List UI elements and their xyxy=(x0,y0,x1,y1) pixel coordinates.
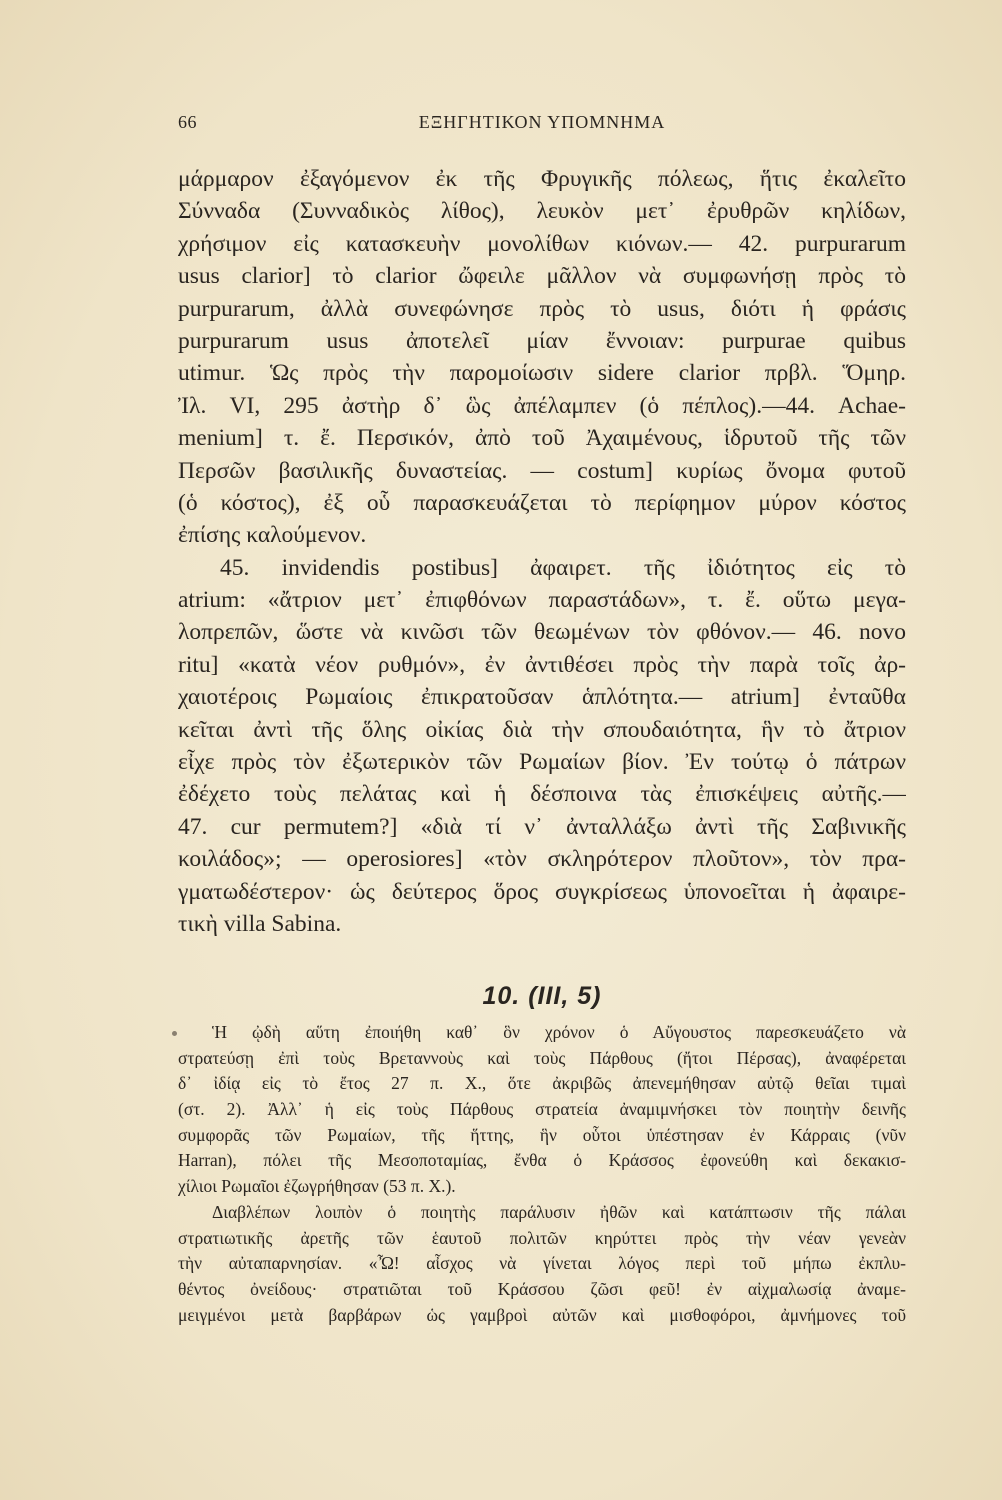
text-line: χρήσιμον εἰς κατασκευὴν μονολίθων κιόνων.— 42. purpurarum xyxy=(178,230,906,257)
text-line: εἶχε πρὸς τὸν ἐξωτερικὸν τῶν Ρωμαίων βίον. Ἐν τούτῳ ὁ πάτρων xyxy=(178,749,906,776)
text-line: στρατεύσῃ ἐπὶ τοὺς Βρεταννοὺς καὶ τοὺς Πάρθους (ἤτοι Πέρσας), ἀναφέρεται xyxy=(178,1047,906,1068)
text-line: purpurarum usus ἀποτελεῖ μίαν ἔννοιαν: purpurae quibus xyxy=(178,327,906,354)
running-title: ΕΞΗΓΗΤΙΚΟΝ ΥΠΟΜΝΗΜΑ xyxy=(418,112,666,132)
text-line: χαιοτέροις Ρωμαίοις ἐπικρατοῦσαν ἁπλότητα.— atrium] ἐνταῦθα xyxy=(178,684,906,711)
text-line: συμφορᾶς τῶν Ρωμαίων, τῆς ἥττης, ἣν οὗτοι ὑπέστησαν ἐν Κάρραις (νῦν xyxy=(178,1124,906,1145)
text-line: ritu] «κατὰ νέον ρυθμόν», ἐν ἀντιθέσει πρὸς τὴν παρὰ τοῖς ἀρ- xyxy=(178,651,906,678)
ink-speck xyxy=(172,1031,177,1036)
page-header xyxy=(178,112,906,142)
text-line: κοιλάδος»; — operosiores] «τὸν σκληρότερον πλοῦτον», τὸν πρα- xyxy=(178,846,906,873)
text-line: στρατιωτικῆς ἀρετῆς τῶν ἑαυτοῦ πολιτῶν κηρύττει πρὸς τὴν νέαν γενεὰν xyxy=(178,1227,906,1248)
text-line: 45. invidendis postibus] ἀφαιρετ. τῆς ἰδιότητος εἰς τὸ xyxy=(220,554,906,581)
commentary-text xyxy=(178,163,906,940)
page-number: 66 xyxy=(178,112,197,132)
text-line: κεῖται ἀντὶ τῆς ὅλης οἰκίας διὰ τὴν σπουδαιότητα, ἣν τὸ ἄτριον xyxy=(178,716,906,743)
text-line: Ἰλ. VI, 295 ἀστὴρ δ᾽ ὣς ἀπέλαμπεν (ὁ πέπλος).—44. Achae- xyxy=(178,392,906,419)
section-heading: 10. (III, 5) xyxy=(482,982,602,1010)
text-line: τικὴ villa Sabina. xyxy=(178,910,342,937)
text-line: μειγμένοι μετὰ βαρβάρων ὡς γαμβροὶ αὐτῶν καὶ μισθοφόροι, ἀμνήμονες τοῦ xyxy=(178,1304,906,1325)
text-line: θέντος ὀνείδους· στρατιῶται τοῦ Κράσσου ζῶσι φεῦ! ἐν αἰχμαλωσίᾳ ἀναμε- xyxy=(178,1278,906,1299)
text-line: Σύνναδα (Συνναδικὸς λίθος), λευκὸν μετ᾽ ἐρυθρῶν κηλίδων, xyxy=(178,198,906,225)
text-line: usus clarior] τὸ clarior ὤφειλε μᾶλλον νὰ συμφωνήσῃ πρὸς τὸ xyxy=(178,263,906,290)
text-line: χίλιοι Ρωμαῖοι ἐζωγρήθησαν (53 π. Χ.). xyxy=(178,1176,456,1197)
text-line: δ᾽ ἰδίᾳ εἰς τὸ ἔτος 27 π. Χ., ὅτε ἀκριβῶς ἀπενεμήθησαν αὐτῷ θεῖαι τιμαὶ xyxy=(178,1073,906,1094)
text-line: menium] τ. ἔ. Περσικόν, ἀπὸ τοῦ Ἀχαιμένους, ἱδρυτοῦ τῆς τῶν xyxy=(178,425,906,452)
text-line: atrium: «ἄτριον μετ᾽ ἐπιφθόνων παραστάδων», τ. ἔ. οὕτω μεγα- xyxy=(178,587,906,614)
text-line: 47. cur permutem?] «διὰ τί ν᾽ ἀνταλλάξω ἀντὶ τῆς Σαβινικῆς xyxy=(178,813,906,840)
text-line: Harran), πόλει τῆς Μεσοποταμίας, ἔνθα ὁ Κράσσος ἐφονεύθη καὶ δεκακισ- xyxy=(178,1150,906,1171)
text-line: Διαβλέπων λοιπὸν ὁ ποιητὴς παράλυσιν ἠθῶν καὶ κατάπτωσιν τῆς πάλαι xyxy=(212,1201,906,1222)
text-line: ἐπίσης καλούμενον. xyxy=(178,522,367,549)
text-line: (ὁ κόστος), ἐξ οὗ παρασκευάζεται τὸ περίφημον μύρον κόστος xyxy=(178,489,906,516)
text-line: purpurarum, ἀλλὰ συνεφώνησε πρὸς τὸ usus, διότι ἡ φράσις xyxy=(178,295,906,322)
text-line: τὴν αὐταπαρνησίαν. «Ὦ! αἶσχος νὰ γίνεται λόγος περὶ τοῦ μήπω ἐκπλυ- xyxy=(178,1253,906,1274)
text-line: Ἡ ᾠδὴ αὕτη ἐποιήθη καθ᾽ ὃν χρόνον ὁ Αὔγουστος παρεσκευάζετο νὰ xyxy=(212,1022,906,1042)
text-line: μάρμαρον ἐξαγόμενον ἐκ τῆς Φρυγικῆς πόλεως, ἥτις ἐκαλεῖτο xyxy=(178,166,906,192)
text-line: γματωδέστερον· ὡς δεύτερος ὅρος συγκρίσεως ὑπονοεῖται ἡ ἀφαιρε- xyxy=(178,878,906,905)
text-line: Περσῶν βασιλικῆς δυναστείας. — costum] κυρίως ὄνομα φυτοῦ xyxy=(178,457,906,484)
text-line: ἐδέχετο τοὺς πελάτας καὶ ἡ δέσποινα τὰς ἐπισκέψεις αὐτῆς.— xyxy=(178,781,906,808)
text-line: (στ. 2). Ἀλλ᾽ ἡ εἰς τοὺς Πάρθους στρατεία ἀναμιμνήσκει τὸν ποιητὴν δεινῆς xyxy=(178,1099,906,1120)
introduction-text xyxy=(178,1020,906,1328)
text-line: utimur. Ὡς πρὸς τὴν παρομοίωσιν sidere clarior πρβλ. Ὅμηρ. xyxy=(178,360,906,387)
text-line: λοπρεπῶν, ὥστε νὰ κινῶσι τῶν θεωμένων τὸν φθόνον.— 46. novo xyxy=(178,619,906,646)
